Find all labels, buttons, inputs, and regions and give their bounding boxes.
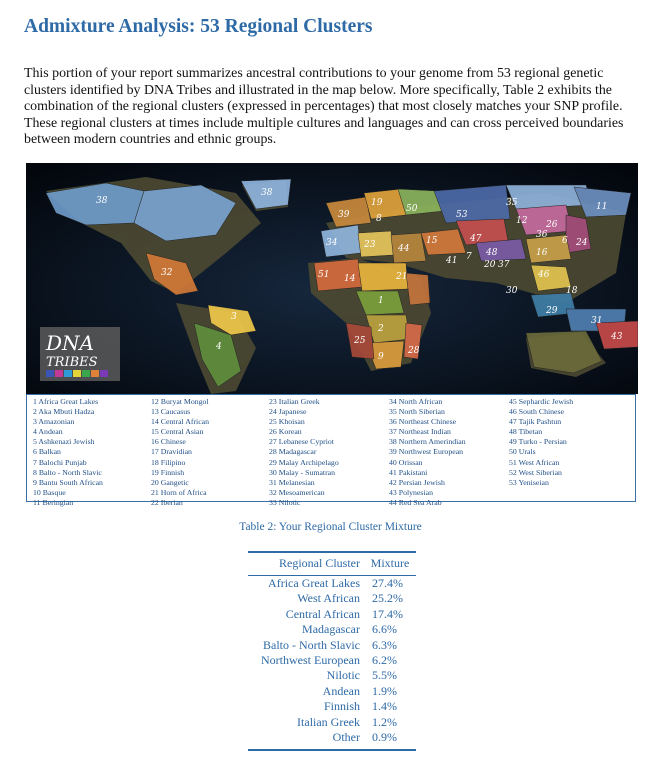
legend-item: 41 Pakistani: [389, 467, 428, 477]
map-number: 28: [408, 346, 420, 356]
cluster-percent: 6.6%: [372, 622, 397, 637]
legend-item: 20 Gangetic: [151, 477, 189, 487]
intro-paragraph: This portion of your report summarizes ancestral contributions to your genome from 53 regional genetic clusters identified by DNA Tribes and illustrated in the map below. More specifically, Table 2 exhibits the combination of the regional clusters (expressed in percentages) that most closely matches your SNP profile. These regional clusters at times include multiple cultures and languages and can cross perceived boundaries between modern countries and ethnic groups.: [24, 66, 624, 148]
map-number: 38: [96, 196, 108, 206]
report-title: Admixture Analysis: 53 Regional Clusters: [24, 16, 373, 37]
cluster-percent: 27.4%: [372, 576, 403, 590]
legend-item: 26 Korean: [269, 427, 302, 437]
table-row: [248, 653, 416, 668]
cluster-percent: 0.9%: [364, 730, 416, 750]
legend-item: 3 Amazonian: [33, 417, 75, 427]
legend-item: 29 Malay Archipelago: [269, 457, 339, 467]
legend-item: 12 Buryat Mongol: [151, 397, 209, 406]
map-number: 48: [486, 248, 498, 258]
legend-item: 42 Persian Jewish: [389, 477, 445, 487]
legend-item: 53 Yeniseian: [509, 477, 549, 487]
cluster-name: Finnish: [323, 699, 360, 714]
legend-item: 50 Urals: [509, 447, 536, 457]
map-number: 43: [611, 332, 623, 342]
legend-item: 30 Malay - Sumatran: [269, 467, 336, 477]
legend-item: 32 Mesoamerican: [269, 487, 325, 497]
legend-item: 35 North Siberian: [389, 407, 445, 417]
table-row: [248, 622, 416, 637]
map-number: 46: [538, 270, 550, 280]
legend-item: 11 Beringian: [33, 497, 74, 507]
table-row: [248, 684, 416, 699]
map-number: 6: [562, 236, 568, 246]
cluster-percent: 6.2%: [372, 653, 397, 668]
legend-item: 25 Khoisan: [269, 417, 305, 427]
legend-item: 24 Japanese: [269, 407, 307, 417]
map-number: 39: [338, 210, 350, 220]
map-number: 51: [318, 270, 330, 280]
legend-item: 33 Nilotic: [269, 497, 301, 507]
logo-dna-text: DNA: [46, 331, 94, 355]
map-number: 12: [516, 216, 528, 226]
table-row: [248, 607, 416, 622]
map-number: 8: [376, 214, 382, 224]
legend-item: 17 Dravidian: [151, 447, 192, 457]
legend-item: 31 Melanesian: [269, 477, 315, 487]
legend-column-5: [509, 397, 573, 488]
legend-item: 40 Orissan: [389, 457, 423, 467]
map-number: 50: [406, 204, 418, 214]
legend-item: 16 Chinese: [151, 437, 186, 447]
legend-item: 6 Balkan: [33, 447, 61, 457]
legend-column-2: [151, 397, 209, 508]
map-number: 11: [596, 202, 608, 212]
table-row: [248, 591, 416, 606]
table-row: [248, 730, 416, 750]
cluster-name: Other: [248, 730, 364, 750]
legend-item: 15 Central Asian: [151, 427, 204, 437]
map-number: 34: [326, 238, 338, 248]
cluster-percent: 1.2%: [372, 714, 397, 729]
map-number: 3: [231, 312, 237, 322]
map-number: 19: [371, 198, 383, 208]
legend-item: 36 Northeast Chinese: [389, 417, 457, 427]
map-number: 29: [546, 306, 558, 316]
map-number: 32: [161, 268, 173, 278]
legend-item: 14 Central African: [151, 417, 210, 427]
map-number: 18: [566, 286, 578, 296]
map-number: 53: [456, 210, 468, 220]
map-number: 7: [466, 252, 472, 262]
cluster-name: Central African: [285, 606, 360, 621]
cluster-name: Balto - North Slavic: [263, 637, 360, 652]
cluster-percent: 17.4%: [372, 606, 403, 621]
cluster-name: West African: [297, 591, 360, 606]
map-number: 38: [261, 188, 273, 198]
legend-item: 43 Polynesian: [389, 487, 433, 497]
cluster-percent: 1.4%: [372, 699, 397, 714]
legend-item: 34 North African: [389, 397, 443, 406]
map-number: 2: [378, 324, 384, 334]
map-number: 47: [470, 234, 482, 244]
legend-item: 23 Italian Greek: [269, 397, 320, 406]
table-row: [248, 638, 416, 653]
cluster-name: Madagascar: [302, 622, 360, 637]
cluster-mixture-table: [248, 551, 416, 751]
table-caption: Table 2: Your Regional Cluster Mixture: [239, 521, 422, 533]
legend-item: 1 Africa Great Lakes: [33, 397, 99, 406]
legend-item: 5 Ashkenazi Jewish: [33, 437, 95, 447]
cluster-map: [26, 163, 638, 394]
column-header-mixture: Mixture: [364, 552, 416, 576]
table-header-row: [248, 552, 416, 576]
cluster-name: Africa Great Lakes: [268, 576, 360, 590]
cluster-percent: 6.3%: [372, 637, 397, 652]
table-row: [248, 668, 416, 683]
legend-column-3: [269, 397, 339, 508]
legend-item: 22 Iberian: [151, 497, 183, 507]
legend-item: 9 Bantu South African: [33, 477, 103, 487]
legend-item: 2 Aka Mbuti Hadza: [33, 407, 95, 417]
legend-column-4: [389, 397, 466, 508]
legend-item: 38 Northern Amerindian: [389, 437, 466, 447]
legend-item: 27 Lebanese Cypriot: [269, 437, 334, 447]
legend-item: 45 Sephardic Jewish: [509, 397, 574, 406]
map-number: 14: [344, 274, 356, 284]
legend-item: 28 Madagascar: [269, 447, 317, 457]
legend-item: 46 South Chinese: [509, 407, 565, 417]
map-number: 4: [216, 342, 222, 352]
legend-item: 49 Turko - Persian: [509, 437, 567, 447]
cluster-legend: [26, 394, 636, 507]
legend-item: 47 Tajik Pashtun: [509, 417, 562, 427]
map-number: 16: [536, 248, 548, 258]
table-row: [248, 576, 416, 592]
map-number: 30: [506, 286, 518, 296]
legend-item: 13 Caucasus: [151, 407, 191, 417]
legend-item: 21 Horn of Africa: [151, 487, 207, 497]
map-number: 23: [364, 240, 376, 250]
map-number: 36: [536, 230, 548, 240]
legend-item: 19 Finnish: [151, 467, 185, 477]
legend-item: 37 Northeast Indian: [389, 427, 451, 437]
legend-item: 4 Andean: [33, 427, 63, 437]
legend-item: 8 Balto - North Slavic: [33, 467, 102, 477]
legend-item: 44 Red Sea Arab: [389, 497, 442, 507]
map-number: 44: [398, 244, 410, 254]
map-number: 20: [484, 260, 496, 270]
map-number: 1: [378, 296, 384, 306]
cluster-name: Andean: [322, 683, 360, 698]
cluster-percent: 25.2%: [372, 591, 403, 606]
legend-item: 7 Balochi Punjab: [33, 457, 87, 467]
legend-column-1: [33, 397, 103, 508]
legend-item: 52 West Siberian: [509, 467, 562, 477]
legend-item: 10 Basque: [33, 487, 66, 497]
map-number: 35: [506, 198, 518, 208]
logo-tribes-text: TRIBES: [46, 355, 98, 370]
map-number: 31: [591, 316, 603, 326]
map-number: 25: [354, 336, 366, 346]
map-number: 24: [576, 238, 588, 248]
table-row: [248, 715, 416, 730]
column-header-cluster: Regional Cluster: [248, 552, 364, 576]
cluster-percent: 5.5%: [372, 668, 397, 683]
map-number: 15: [426, 236, 438, 246]
map-number: 21: [396, 272, 408, 282]
map-number: 9: [378, 352, 384, 362]
legend-item: 51 West African: [509, 457, 560, 467]
cluster-name: Nilotic: [326, 668, 360, 683]
legend-item: 48 Tibetan: [509, 427, 543, 437]
cluster-name: Italian Greek: [297, 714, 360, 729]
legend-item: 18 Filipino: [151, 457, 186, 467]
map-number: 26: [546, 220, 558, 230]
cluster-name: Northwest European: [261, 653, 360, 668]
cluster-percent: 1.9%: [372, 683, 397, 698]
map-number: 37: [498, 260, 510, 270]
dna-tribes-logo: [40, 327, 120, 381]
legend-item: 39 Northwest European: [389, 447, 464, 457]
map-number: 41: [446, 256, 458, 266]
table-row: [248, 699, 416, 714]
